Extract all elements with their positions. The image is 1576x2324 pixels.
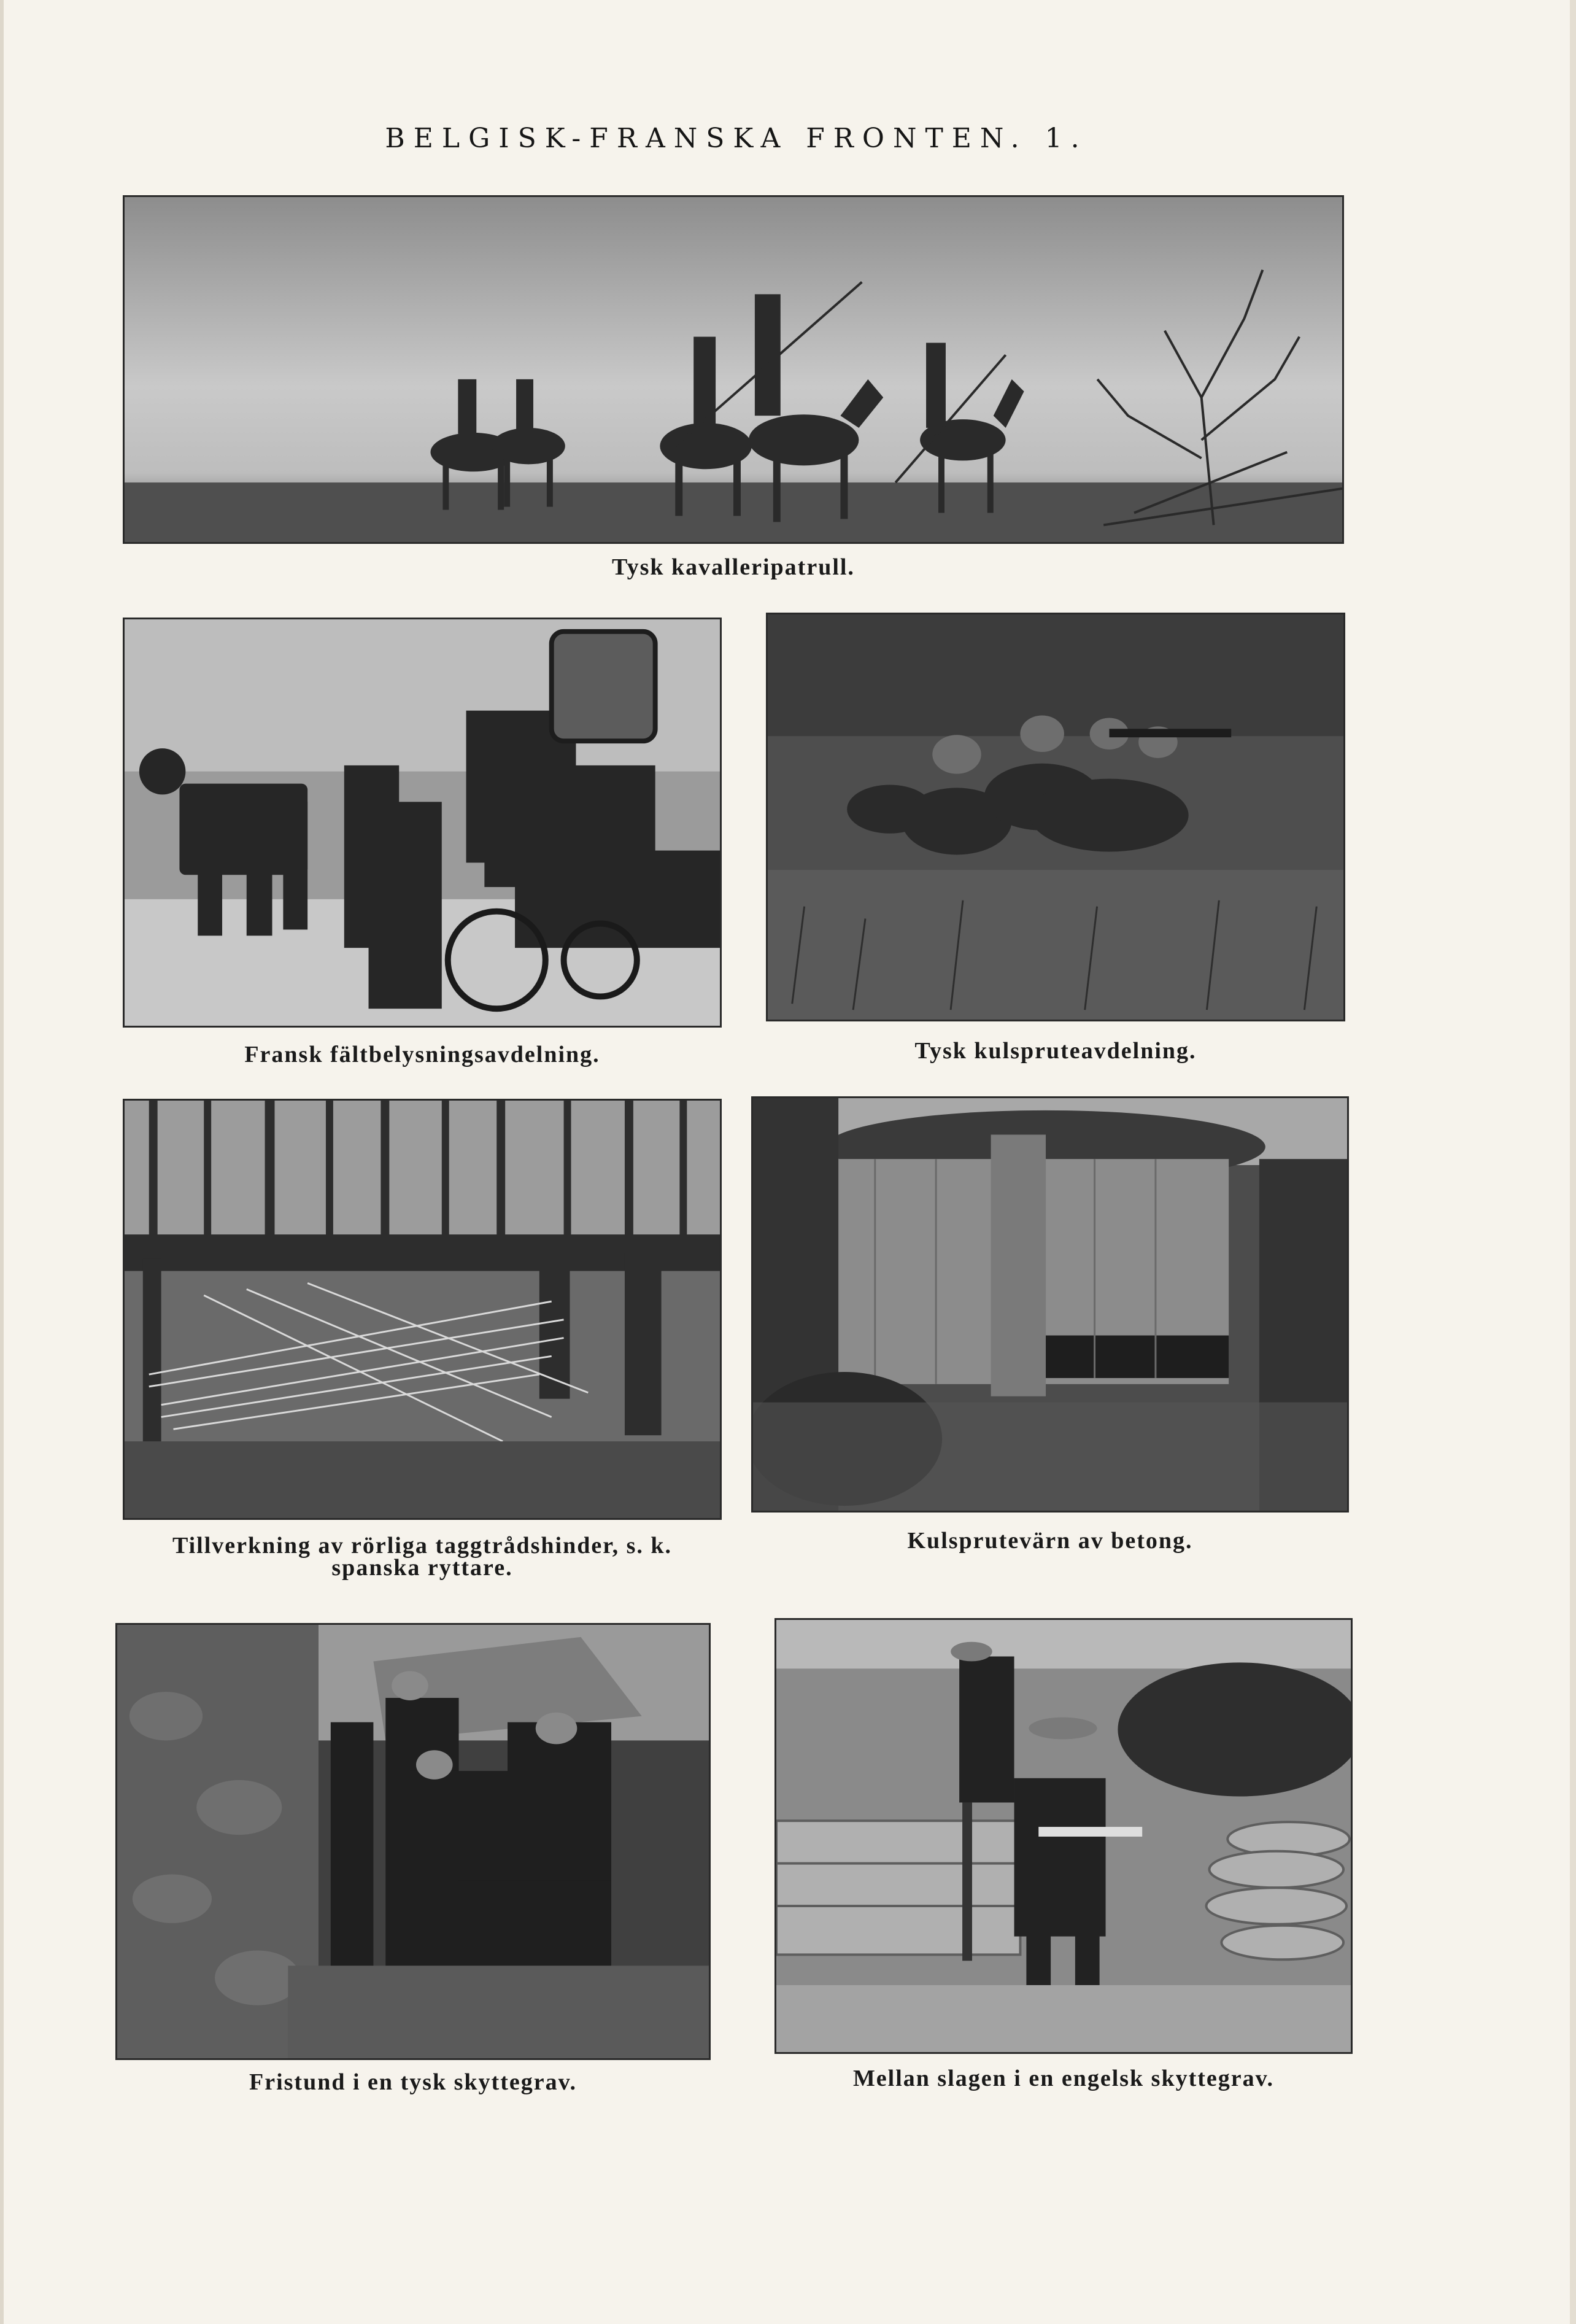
- caption-english-trench: Mellan slagen i en engelsk skyttegrav.: [852, 2066, 1275, 2091]
- german-trench-scene-image: [117, 1625, 709, 2058]
- caption-german-trench-rest: Fristund i en tysk skyttegrav.: [249, 2069, 577, 2095]
- page-title: BELGISK-FRANSKA FRONTEN. 1.: [385, 123, 1088, 154]
- caption-barbed-wire-obstacles: [123, 1535, 722, 1579]
- photo-machine-gun-unit: [766, 613, 1345, 1021]
- photo-cavalry-patrol: [123, 195, 1344, 544]
- photo-english-trench: [774, 1618, 1353, 2054]
- cavalry-scene-image: [125, 197, 1342, 542]
- caption-concrete-emplacement: Kulsprutevärn av betong.: [907, 1528, 1193, 1554]
- caption-machine-gun-unit: Tysk kulspruteavdelning.: [914, 1038, 1197, 1064]
- barbed-wire-scene-image: [125, 1101, 720, 1518]
- caption-cavalry-patrol: Tysk kavalleripatrull.: [612, 554, 855, 580]
- concrete-emplacement-scene-image: [753, 1098, 1347, 1511]
- photo-concrete-emplacement: [751, 1096, 1349, 1513]
- machine-gun-scene-image: [768, 614, 1343, 1020]
- caption-barbed-wire-line1: Tillverkning av rörliga taggtrådshinder, s. k.: [172, 1533, 673, 1559]
- photo-field-lighting: [123, 618, 722, 1028]
- caption-field-lighting: Fransk fältbelysningsavdelning.: [244, 1042, 600, 1067]
- photo-german-trench-rest: [115, 1623, 711, 2060]
- photo-barbed-wire-obstacles: [123, 1099, 722, 1520]
- field-lighting-scene-image: [125, 619, 720, 1026]
- caption-barbed-wire-line2: spanska ryttare.: [331, 1555, 513, 1581]
- english-trench-scene-image: [776, 1620, 1351, 2052]
